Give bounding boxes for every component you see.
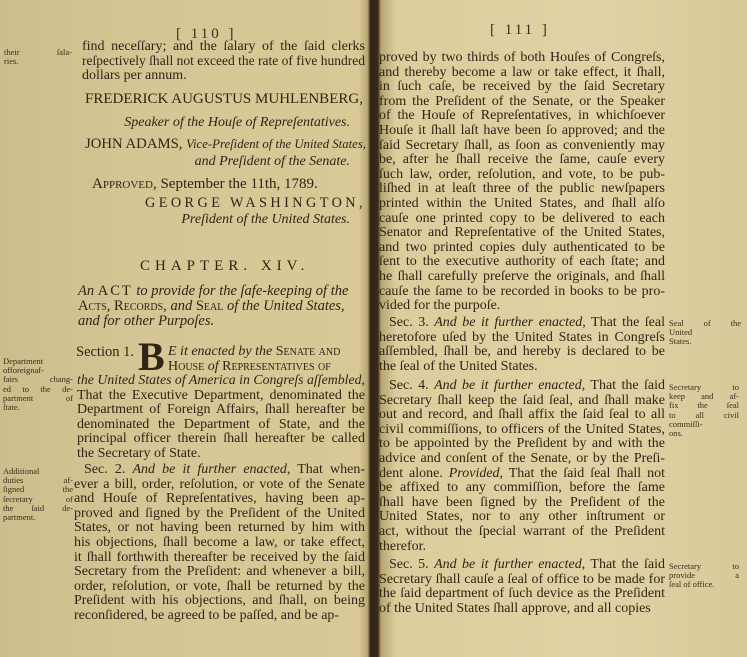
text-segment: And be it further enacted [434,315,583,330]
margin-note-additional-duties [3,467,73,522]
text-segment: Sec. 5. [388,557,435,572]
text-line: out and record, and ſhall affix the ſaid ſeal to all [379,407,665,423]
text-line: his objections, ſhall become a law, or take effect, [74,534,365,550]
text-line: cauſe the ſame to be recorded in books to be pro- [379,283,665,299]
text-segment: , That the ſaid ſeal ſhall not [499,465,665,481]
text-segment: and [166,298,196,314]
text-line: ſeal of office. [669,579,715,590]
text-line: denominated the Department of State, and the [77,416,365,432]
text-segment: , That the ſaid [581,557,666,572]
text-line [379,316,665,331]
text-line: to be appointed by the Preſident by and with the [379,436,665,452]
text-segment: Sec. 4. [388,378,435,393]
section-1-head-lines [168,344,365,374]
margin-note-keep-seal [669,383,739,438]
text-segment: And be it further enacted [434,378,582,393]
president-name: GEORGE WASHINGTON, [145,195,366,211]
text-line: Preſident with his objections, and ſhall, on being [74,593,365,609]
text-line [78,314,365,329]
text-line: States. [669,336,692,347]
text-line: the ſeal of the United States. [379,358,538,374]
text-line: heretofore uſed by the United States in Congreſs [379,329,665,345]
text-segment: , That when- [286,462,365,477]
text-segment: and for other Purpoſes. [78,313,215,329]
text-line [379,379,665,394]
text-line: Department [3,356,44,366]
text-segment: the United States of America in Congreſs aſſembled, [77,373,365,388]
text-line: and Houſe of Repreſentatives, having been ap- [74,491,365,507]
text-line: it ſhall forthwith thereafter be received by the ſaid [74,549,365,565]
text-line: find neceſſary; and the ſalary of the ſaid clerks [82,39,365,54]
text-line: and thereby become a law or take effect, it ſhall, [379,64,665,80]
text-line: fairs chang- [3,374,73,385]
text-segment: An [78,283,98,299]
text-line: advice and conſent of the Senate, or by the Preſi- [379,450,665,466]
text-line: liſhed in at leaſt three of the public newſpapers [379,181,665,197]
text-line: United States, nor to any other inſtrument or [379,509,665,525]
text-segment: Acts, Records, [78,298,167,314]
speaker-title: Speaker of the Houſe of Repreſentatives. [124,115,350,130]
text-line: be, after he ſhall receive the ſame, cauſe every [379,152,665,168]
text-line: vided for the purpoſe. [379,298,501,314]
vp-title: Vice-Preſident of the United States, [186,136,366,151]
text-segment: And be it further enacted [434,557,582,572]
margin-note-department [3,357,73,412]
text-line: act, without the ſpecial warrant of the Preſident [379,523,665,539]
text-line: provide a [669,570,739,581]
text-line: be affixed to any commiſſion, before the ſame [379,480,665,496]
text-line: the Secretary of State. [77,445,201,461]
text-line: cauſe one printed copy to be delivered to each [379,210,665,226]
drop-cap: B [138,334,165,379]
margin-note-seal [669,319,741,347]
text-line [168,344,365,359]
page-number-left: [ 110 ] [176,26,237,42]
section-5 [379,558,665,616]
text-line: therefor. [379,538,427,554]
text-line: That the Executive Department, denominated the [77,387,365,403]
text-line: ed to the de- [3,383,73,394]
text-line: Secretary ſhall cauſe a ſeal of office to be made for [379,571,665,587]
text-line [379,467,665,482]
text-line: ſecretary of [3,493,73,504]
text-line: ſuch law, order, reſolution, and vote, to be pub- [379,166,665,182]
section-2 [74,463,365,624]
text-line: of the Houſe of Repreſentatives, in whichſoever [379,108,665,124]
text-line: the ſaid department of ſuch device as the Preſident [379,586,665,602]
text-line: keep and af- [669,391,739,402]
text-line [379,558,665,573]
text-line: Department of Foreign Affairs, ſhall hereafter be [77,402,365,418]
text-line: Secretary ſhall keep the ſaid ſeal, and ſhall make [379,392,665,408]
vp-signature [85,136,366,153]
text-line: he ſhall carefully preſerve the originals, and ſhall [379,268,665,284]
margin-note-salaries [4,48,72,66]
text-segment: dent alone. [379,465,449,481]
text-line: ries. [4,56,19,67]
section-1-head [76,334,365,379]
text-line: ſaid Secretary ſhall, as ſoon as conveniently may [379,137,665,153]
text-segment: Senate and [275,344,341,359]
text-line: partment of [3,392,73,403]
section-1-label: Section 1. [76,344,134,360]
text-line [74,463,365,478]
text-segment: E it enacted by the [168,344,276,359]
vp-title-2: and Preſident of the Senate. [194,154,350,169]
text-line: reſpectively ſhall not exceed the rate of five hundred [82,53,365,69]
text-line: ſent to the executive authority of each ſtate; and [379,254,665,270]
text-line: civil commiſſions, to officers of the United States, [379,421,665,437]
text-line: proved and ſigned by the Preſident of the United [74,505,365,521]
act-title [78,284,365,329]
text-line: ſigned the [3,484,73,495]
text-line: their ſala- [4,47,72,57]
text-line: ſtate. [3,402,20,413]
vp-name: JOHN ADAMS, [85,136,183,152]
speaker-name: FREDERICK AUGUSTUS MUHLENBERG, [85,91,363,107]
text-line: of the United States ſhall approve, and all copies [379,600,651,616]
text-line: to all civil [669,409,739,420]
text-line: in ſuch caſe, be received by the ſaid Secretary [379,79,665,95]
chapter-heading: CHAPTER. XIV. [140,258,310,274]
section-3 [379,316,665,374]
approved-label: Approved, [92,176,157,192]
section-1-body [77,374,365,462]
text-segment: Sec. 3. [388,315,435,330]
text-line: offoreignaf- [3,365,44,376]
text-segment: to provide for the ſafe-keeping of the [132,283,349,299]
text-line: reconſidered, be agreed to be paſſed, and be ap- [74,607,340,623]
text-line: Secretary from the Preſident: and whenever a bill, [74,564,365,580]
text-line: commiſſi- [669,418,703,429]
text-line: the ſaid de- [3,502,73,513]
text-line: duties af- [3,475,73,486]
approved-date: September the 11th, 1789. [160,176,318,192]
text-line: ever a bill, order, reſolution, or vote of the Senate [74,476,365,492]
text-segment: , That the ſaid [581,378,666,393]
president-title: Preſident of the United States. [181,212,350,227]
text-line: ſhall have been ſigned by the Preſident of the [379,494,665,510]
text-line: principal officer therein ſhall hereafter be called [77,431,365,447]
text-line: Secretary to [669,561,739,571]
opening-paragraph [82,40,365,84]
text-line: Senator and Repreſentative of the United States, [379,225,665,241]
text-segment: of the United States, [223,298,345,314]
text-line: order, reſolution, or vote, ſhall be returned by the [74,578,365,594]
text-line: States, or not having been returned by him with [74,520,365,536]
text-segment: Seal [195,298,224,314]
text-segment: Provided [448,465,500,481]
page-number-right: [ 111 ] [490,22,550,38]
text-line: Additional [3,466,40,476]
text-segment: Sec. 2. [83,462,133,477]
approval-line [92,176,318,193]
text-line: and two printed copies duly authenticated to be [379,239,665,255]
text-line: ons. [669,428,683,439]
text-line: from the Preſident of the Senate, or the Speaker [379,93,665,109]
text-segment: , That the ſeal [582,315,665,330]
text-segment: And be it further enacted [132,462,287,477]
section-4 [379,379,665,554]
continuation-paragraph [379,51,665,314]
text-segment: of [204,359,223,374]
text-line: dollars per annum. [82,68,187,84]
text-line: Houſe it ſhall laſt have been ſo approved; and the [379,122,665,138]
text-line [78,284,365,299]
text-line [78,299,365,314]
text-line: partment. [3,512,36,523]
text-line: proved by two thirds of both Houſes of Congreſs, [379,50,665,65]
text-segment: ACT [97,283,133,299]
text-line: printed within the United States, and ſhall alſo [379,195,665,211]
text-line: Secretary to [669,382,739,392]
text-line [77,374,365,389]
text-line: Seal of the [669,318,741,328]
text-segment: Representatives of [222,359,331,374]
text-line: aſſembled, ſhall be, and hereby is declared to be [379,344,665,360]
text-segment: House [168,359,205,374]
text-line [168,359,365,374]
margin-note-seal-of-office [669,562,739,590]
text-line: United [669,327,693,338]
text-line: fix the ſeal [669,400,739,411]
